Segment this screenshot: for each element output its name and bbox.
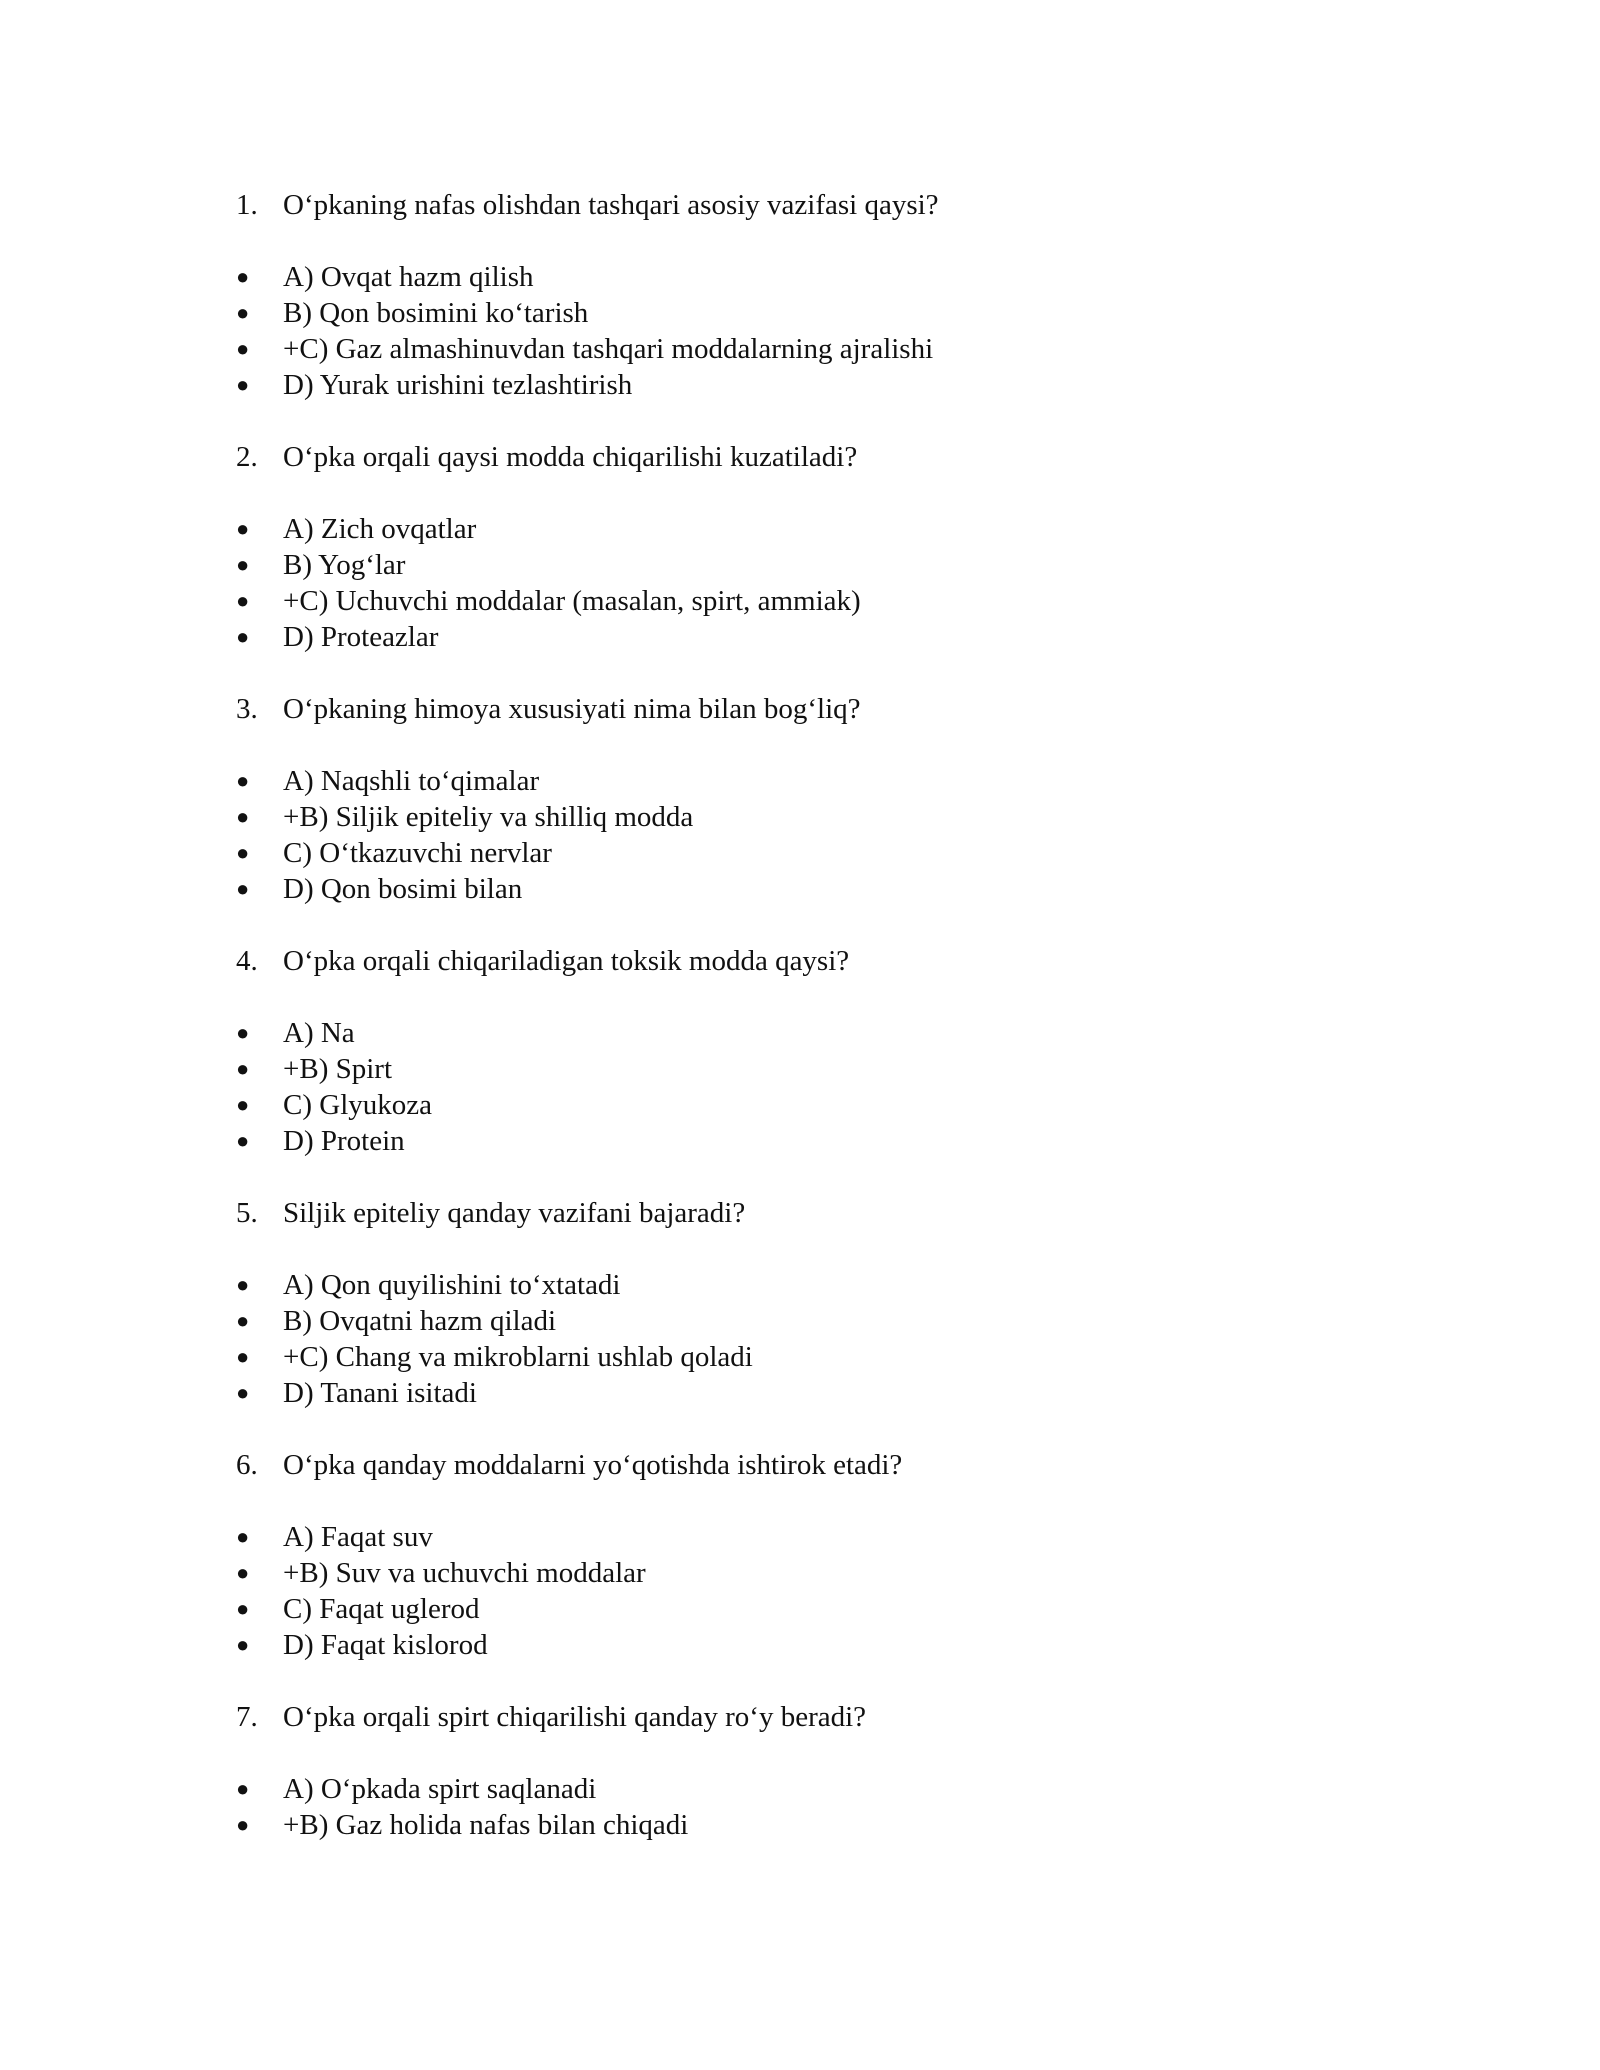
question-3 [236,691,861,727]
answer-option [236,835,552,873]
answer-option [236,1051,392,1089]
option-text: +B) Suv va uchuvchi moddalar [283,1557,646,1589]
bullet-icon: ● [236,1020,250,1045]
option-text: +B) Spirt [283,1053,393,1085]
answer-option [236,1303,556,1341]
answer-option [236,1267,621,1305]
option-text: B) Qon bosimini ko‘tarish [283,297,589,329]
question-4 [236,943,849,979]
question-5 [236,1195,745,1231]
question-number: 1. [236,189,258,221]
option-text: +B) Gaz holida nafas bilan chiqadi [283,1809,689,1841]
answer-option [236,1555,646,1593]
option-text: D) Protein [283,1125,405,1157]
answer-option [236,619,438,657]
answer-option [236,799,693,837]
question-text: O‘pkaning nafas olishdan tashqari asosiy vazifasi qaysi? [283,189,939,221]
bullet-icon: ● [236,1776,250,1801]
option-text: +C) Uchuvchi moddalar (masalan, spirt, ammiak) [283,585,861,617]
bullet-icon: ● [236,1272,250,1297]
option-text: B) Ovqatni hazm qiladi [283,1305,557,1337]
option-text: +C) Chang va mikroblarni ushlab qoladi [283,1341,753,1373]
answer-option [236,1375,477,1413]
answer-option [236,547,405,585]
answer-option [236,1339,753,1377]
question-text: Siljik epiteliy qanday vazifani bajaradi? [283,1197,746,1229]
option-text: A) O‘pkada spirt saqlanadi [283,1773,597,1805]
answer-option [236,367,632,405]
option-text: C) O‘tkazuvchi nervlar [283,837,552,869]
answer-option [236,763,539,801]
option-text: A) Faqat suv [283,1521,433,1553]
option-text: +C) Gaz almashinuvdan tashqari moddalarning ajralishi [283,333,934,365]
option-text: D) Faqat kislorod [283,1629,488,1661]
question-1 [236,187,939,223]
bullet-icon: ● [236,552,250,577]
question-text: O‘pka orqali chiqariladigan toksik modda qaysi? [283,945,850,977]
question-number: 6. [236,1449,258,1481]
bullet-icon: ● [236,1596,250,1621]
question-number: 2. [236,441,258,473]
option-text: A) Naqshli to‘qimalar [283,765,540,797]
answer-option [236,1591,480,1629]
question-number: 3. [236,693,258,725]
bullet-icon: ● [236,300,250,325]
answer-option [236,583,861,621]
option-text: C) Glyukoza [283,1089,432,1121]
question-2 [236,439,857,475]
bullet-icon: ● [236,1632,250,1657]
bullet-icon: ● [236,768,250,793]
option-text: D) Qon bosimi bilan [283,873,523,905]
bullet-icon: ● [236,876,250,901]
option-text: C) Faqat uglerod [283,1593,480,1625]
bullet-icon: ● [236,516,250,541]
answer-option [236,1123,405,1161]
question-number: 4. [236,945,258,977]
answer-option [236,331,933,369]
question-7 [236,1699,866,1735]
bullet-icon: ● [236,1308,250,1333]
option-text: D) Tanani isitadi [283,1377,477,1409]
bullet-icon: ● [236,1812,250,1837]
bullet-icon: ● [236,804,250,829]
question-6 [236,1447,902,1483]
bullet-icon: ● [236,372,250,397]
answer-option [236,871,522,909]
bullet-icon: ● [236,588,250,613]
answer-option [236,1015,355,1053]
answer-option [236,511,476,549]
option-text: +B) Siljik epiteliy va shilliq modda [283,801,694,833]
option-text: D) Yurak urishini tezlashtirish [283,369,633,401]
question-text: O‘pka orqali qaysi modda chiqarilishi kuzatiladi? [283,441,858,473]
bullet-icon: ● [236,1092,250,1117]
answer-option [236,1087,432,1125]
answer-option [236,259,533,297]
question-text: O‘pkaning himoya xususiyati nima bilan bog‘liq? [283,693,861,725]
option-text: B) Yog‘lar [283,549,406,581]
option-text: A) Zich ovqatlar [283,513,477,545]
answer-option [236,1771,596,1809]
bullet-icon: ● [236,1560,250,1585]
option-text: A) Na [283,1017,355,1049]
answer-option [236,1519,433,1557]
answer-option [236,1627,488,1665]
bullet-icon: ● [236,840,250,865]
option-text: D) Proteazlar [283,621,439,653]
bullet-icon: ● [236,336,250,361]
bullet-icon: ● [236,1128,250,1153]
bullet-icon: ● [236,1380,250,1405]
bullet-icon: ● [236,1524,250,1549]
option-text: A) Qon quyilishini to‘xtatadi [283,1269,621,1301]
bullet-icon: ● [236,1344,250,1369]
answer-option [236,295,588,333]
answer-option [236,1807,688,1845]
question-text: O‘pka orqali spirt chiqarilishi qanday ro‘y beradi? [283,1701,867,1733]
bullet-icon: ● [236,1056,250,1081]
option-text: A) Ovqat hazm qilish [283,261,534,293]
question-text: O‘pka qanday moddalarni yo‘qotishda ishtirok etadi? [283,1449,903,1481]
question-number: 5. [236,1197,258,1229]
bullet-icon: ● [236,264,250,289]
question-number: 7. [236,1701,258,1733]
bullet-icon: ● [236,624,250,649]
